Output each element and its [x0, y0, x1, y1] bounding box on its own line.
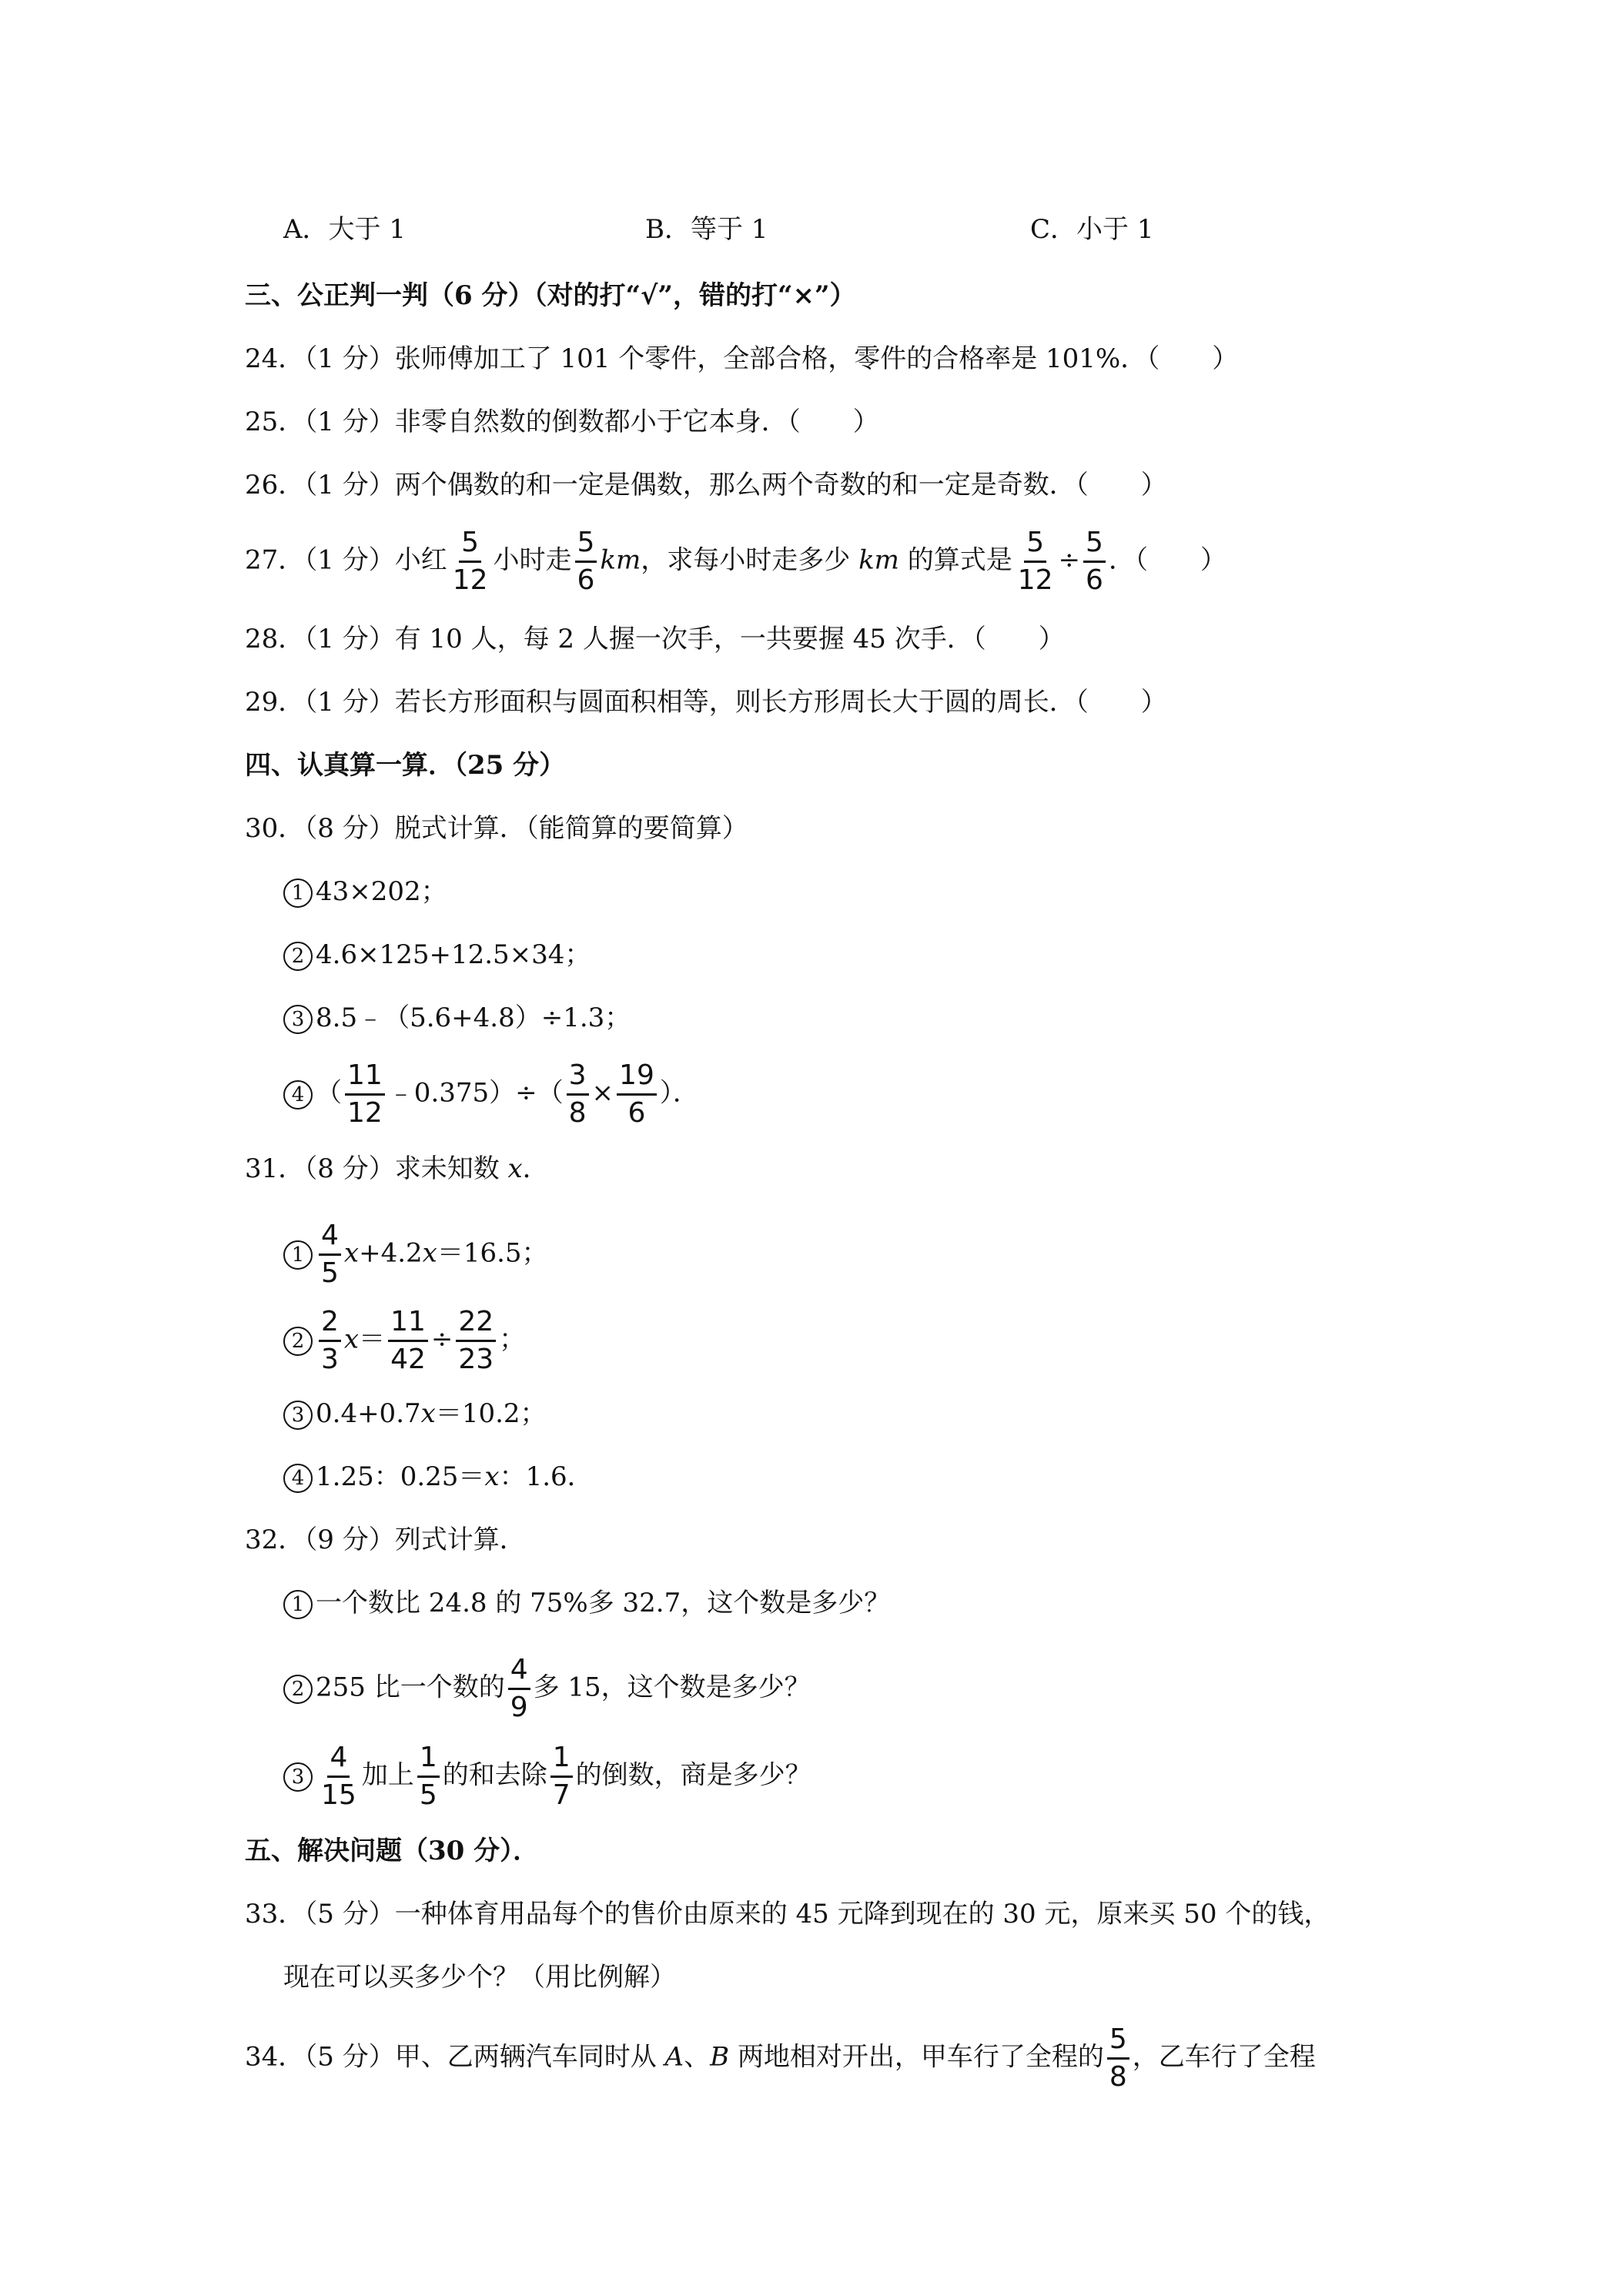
fraction: $\frac{4}{15}$ [321, 1742, 356, 1811]
question-29: 29．（1 分）若长方形面积与圆面积相等，则长方形周长大于圆的周长．（ ） [245, 687, 1167, 718]
q32-item-2: 2 255 比一个数的 $\frac{4}{9}$ 多 15，这个数是多少？ [283, 1654, 811, 1724]
q31-item-1: 1 $\frac{4}{5}$ x+4.2x＝16.5； [283, 1220, 548, 1290]
circled-number: 4 [283, 1080, 313, 1110]
fraction: $\frac{4}{5}$ [319, 1220, 341, 1290]
fraction: $\frac{19}{6}$ [617, 1059, 657, 1130]
fraction: $\frac{5}{6}$ [575, 527, 597, 597]
q32-item-3: 3 $\frac{4}{15}$ 加上 $\frac{1}{5}$ 的和去除 $\frac{1}{7}$ 的倒数，商是多少？ [283, 1742, 812, 1812]
q31-item-2: 2 $\frac{2}{3}$ x＝ $\frac{11}{42}$ ÷ $\frac{22}{23}$ ； [283, 1306, 525, 1376]
circled-number: 2 [283, 942, 313, 971]
fraction: $\frac{11}{42}$ [388, 1306, 428, 1376]
q32-item-1: 1 一个数比 24.8 的 75%多 32.7，这个数是多少？ [283, 1581, 890, 1625]
fraction: $\frac{5}{12}$ [1017, 527, 1053, 596]
question-33-line-1: 33．（5 分）一种体育用品每个的售价由原来的 45 元降到现在的 30 元，原来买 50 个的钱， [245, 1899, 1330, 1930]
q27-text: 小时走 [493, 544, 572, 576]
circled-number: 1 [283, 879, 313, 908]
fraction: $\frac{22}{23}$ [456, 1306, 496, 1376]
circled-number: 2 [283, 1327, 313, 1356]
fraction: $\frac{1}{7}$ [550, 1742, 573, 1812]
fraction: $\frac{4}{9}$ [508, 1654, 530, 1724]
option-c: C．小于 1 [1030, 214, 1154, 245]
question-33-line-2: 现在可以买多少个？（用比例解） [283, 1962, 676, 1993]
q31-item-3: 3 0.4+0.7x＝10.2； [283, 1392, 547, 1435]
option-a: A．大于 1 [283, 214, 406, 245]
fraction: $\frac{5}{12}$ [452, 527, 488, 596]
question-27 [245, 527, 1226, 597]
circled-number: 3 [283, 1762, 313, 1792]
q30-item-4: 4 （ $\frac{11}{12}$ ﹣0.375）÷（ $\frac{3}{8}$ × $\frac{19}{6}$ ）． [283, 1059, 699, 1130]
section-3-title: 三、公正判一判（6 分）（对的打“√”，错的打“×”） [245, 280, 856, 311]
question-28: 28．（1 分）有 10 人，每 2 人握一次手，一共要握 45 次手．（ ） [245, 624, 1065, 654]
q27-text: ，求每小时走多少 [641, 544, 859, 576]
q27-text: 的算式是 [899, 544, 1012, 576]
question-25: 25．（1 分）非零自然数的倒数都小于它本身．（ ） [245, 407, 879, 437]
question-26: 26．（1 分）两个偶数的和一定是偶数，那么两个奇数的和一定是奇数．（ ） [245, 470, 1167, 500]
question-32-title: 32．（9 分）列式计算． [245, 1525, 526, 1555]
section-4-title: 四、认真算一算．（25 分） [245, 750, 566, 781]
question-34: 34．（5 分）甲、乙两辆汽车同时从 A、B 两地相对开出，甲车行了全程的 $\frac{5}{8}$ ，乙车行了全程 [245, 2023, 1316, 2093]
question-24: 24．（1 分）张师傅加工了 101 个零件，全部合格，零件的合格率是 101%．（ ） [245, 343, 1239, 374]
q30-item-3: 3 8.5﹣（5.6+4.8）÷1.3； [283, 996, 631, 1039]
divide-sign: ÷ [1058, 544, 1081, 576]
unit-km: km [858, 544, 899, 576]
circled-number: 3 [283, 1401, 313, 1430]
fraction: $\frac{11}{12}$ [345, 1059, 385, 1130]
divide-sign: ÷ [430, 1324, 453, 1355]
fraction: $\frac{2}{3}$ [319, 1306, 341, 1376]
question-30-title: 30．（8 分）脱式计算．（能简算的要简算） [245, 813, 748, 844]
question-31-title: 31．（8 分）求未知数 x． [245, 1153, 549, 1184]
q27-prefix: 27．（1 分）小红 [245, 544, 447, 576]
fraction: $\frac{3}{8}$ [567, 1059, 589, 1130]
section-5-title: 五、解决问题（30 分）． [245, 1836, 540, 1866]
unit-km: km [600, 544, 641, 576]
circled-number: 3 [283, 1005, 313, 1034]
q30-item-1: 1 43×202； [283, 870, 447, 913]
fraction: $\frac{1}{5}$ [417, 1742, 440, 1812]
fraction: $\frac{5}{6}$ [1083, 527, 1106, 597]
fraction: $\frac{5}{8}$ [1107, 2023, 1129, 2094]
circled-number: 4 [283, 1464, 313, 1493]
q27-suffix: ．（ ） [1108, 544, 1226, 576]
option-b: B．等于 1 [645, 214, 768, 245]
q31-item-4: 4 1.25：0.25＝x：1.6． [283, 1455, 594, 1498]
circled-number: 2 [283, 1675, 313, 1704]
circled-number: 1 [283, 1590, 313, 1619]
circled-number: 1 [283, 1240, 313, 1270]
q30-item-2: 2 4.6×125+12.5×34； [283, 933, 591, 976]
